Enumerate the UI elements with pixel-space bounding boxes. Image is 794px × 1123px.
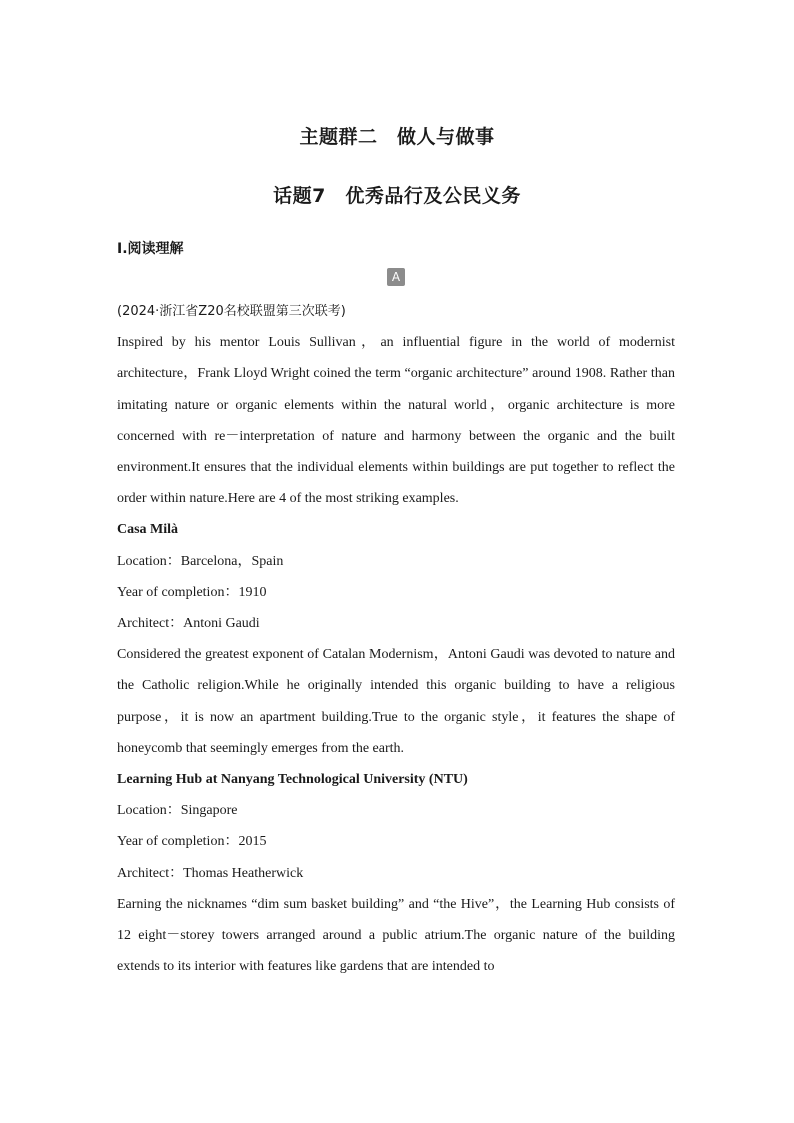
building-name: Casa Milà	[117, 522, 179, 538]
building-description: Considered the greatest exponent of Catalan Modernism，Antoni Gaudi was devoted to nature and the Catholic religion.While he originally intended this organic building to have a religious purpose，it is now an apartment building.True to the organic style，it features the shape of honeycomb that seemingly emerges from the earth.	[117, 647, 675, 756]
building-architect: Architect：Thomas Heatherwick	[117, 865, 304, 881]
building-location: Location：Singapore	[117, 803, 238, 819]
source-note: (2024·浙江省Z20名校联盟第三次联考)	[117, 304, 346, 319]
building-name: Learning Hub at Nanyang Technological University (NTU)	[117, 772, 468, 788]
passage-badge: A	[387, 268, 405, 286]
intro-paragraph: Inspired by his mentor Louis Sullivan，an influential figure in the world of modernist architecture，Frank Lloyd Wright coined the term “organic architecture” around 1908. Rather than imitating nature or organic elements within the natural world，organic architecture is more concerned with re－interpretation of nature and harmony between the organic and the built environment.It ensures that the individual elements within buildings are put together to reflect the order within nature.Here are 4 of the most striking examples.	[117, 335, 675, 507]
building-location: Location：Barcelona，Spain	[117, 553, 284, 569]
topic-title: 话题7 优秀品行及公民义务	[273, 185, 521, 207]
passage-body	[117, 296, 675, 982]
section-label: Ⅰ.阅读理解	[117, 241, 184, 257]
theme-group-title: 主题群二 做人与做事	[299, 126, 495, 148]
building-architect: Architect：Antoni Gaudi	[117, 616, 260, 632]
building-year: Year of completion：1910	[117, 584, 267, 600]
building-year: Year of completion：2015	[117, 834, 267, 850]
building-description: Earning the nicknames “dim sum basket building” and “the Hive”，the Learning Hub consists of 12 eight－storey towers arranged around a public atrium.The organic nature of the building extends to its interior with features like gardens that are intended to	[117, 896, 675, 975]
